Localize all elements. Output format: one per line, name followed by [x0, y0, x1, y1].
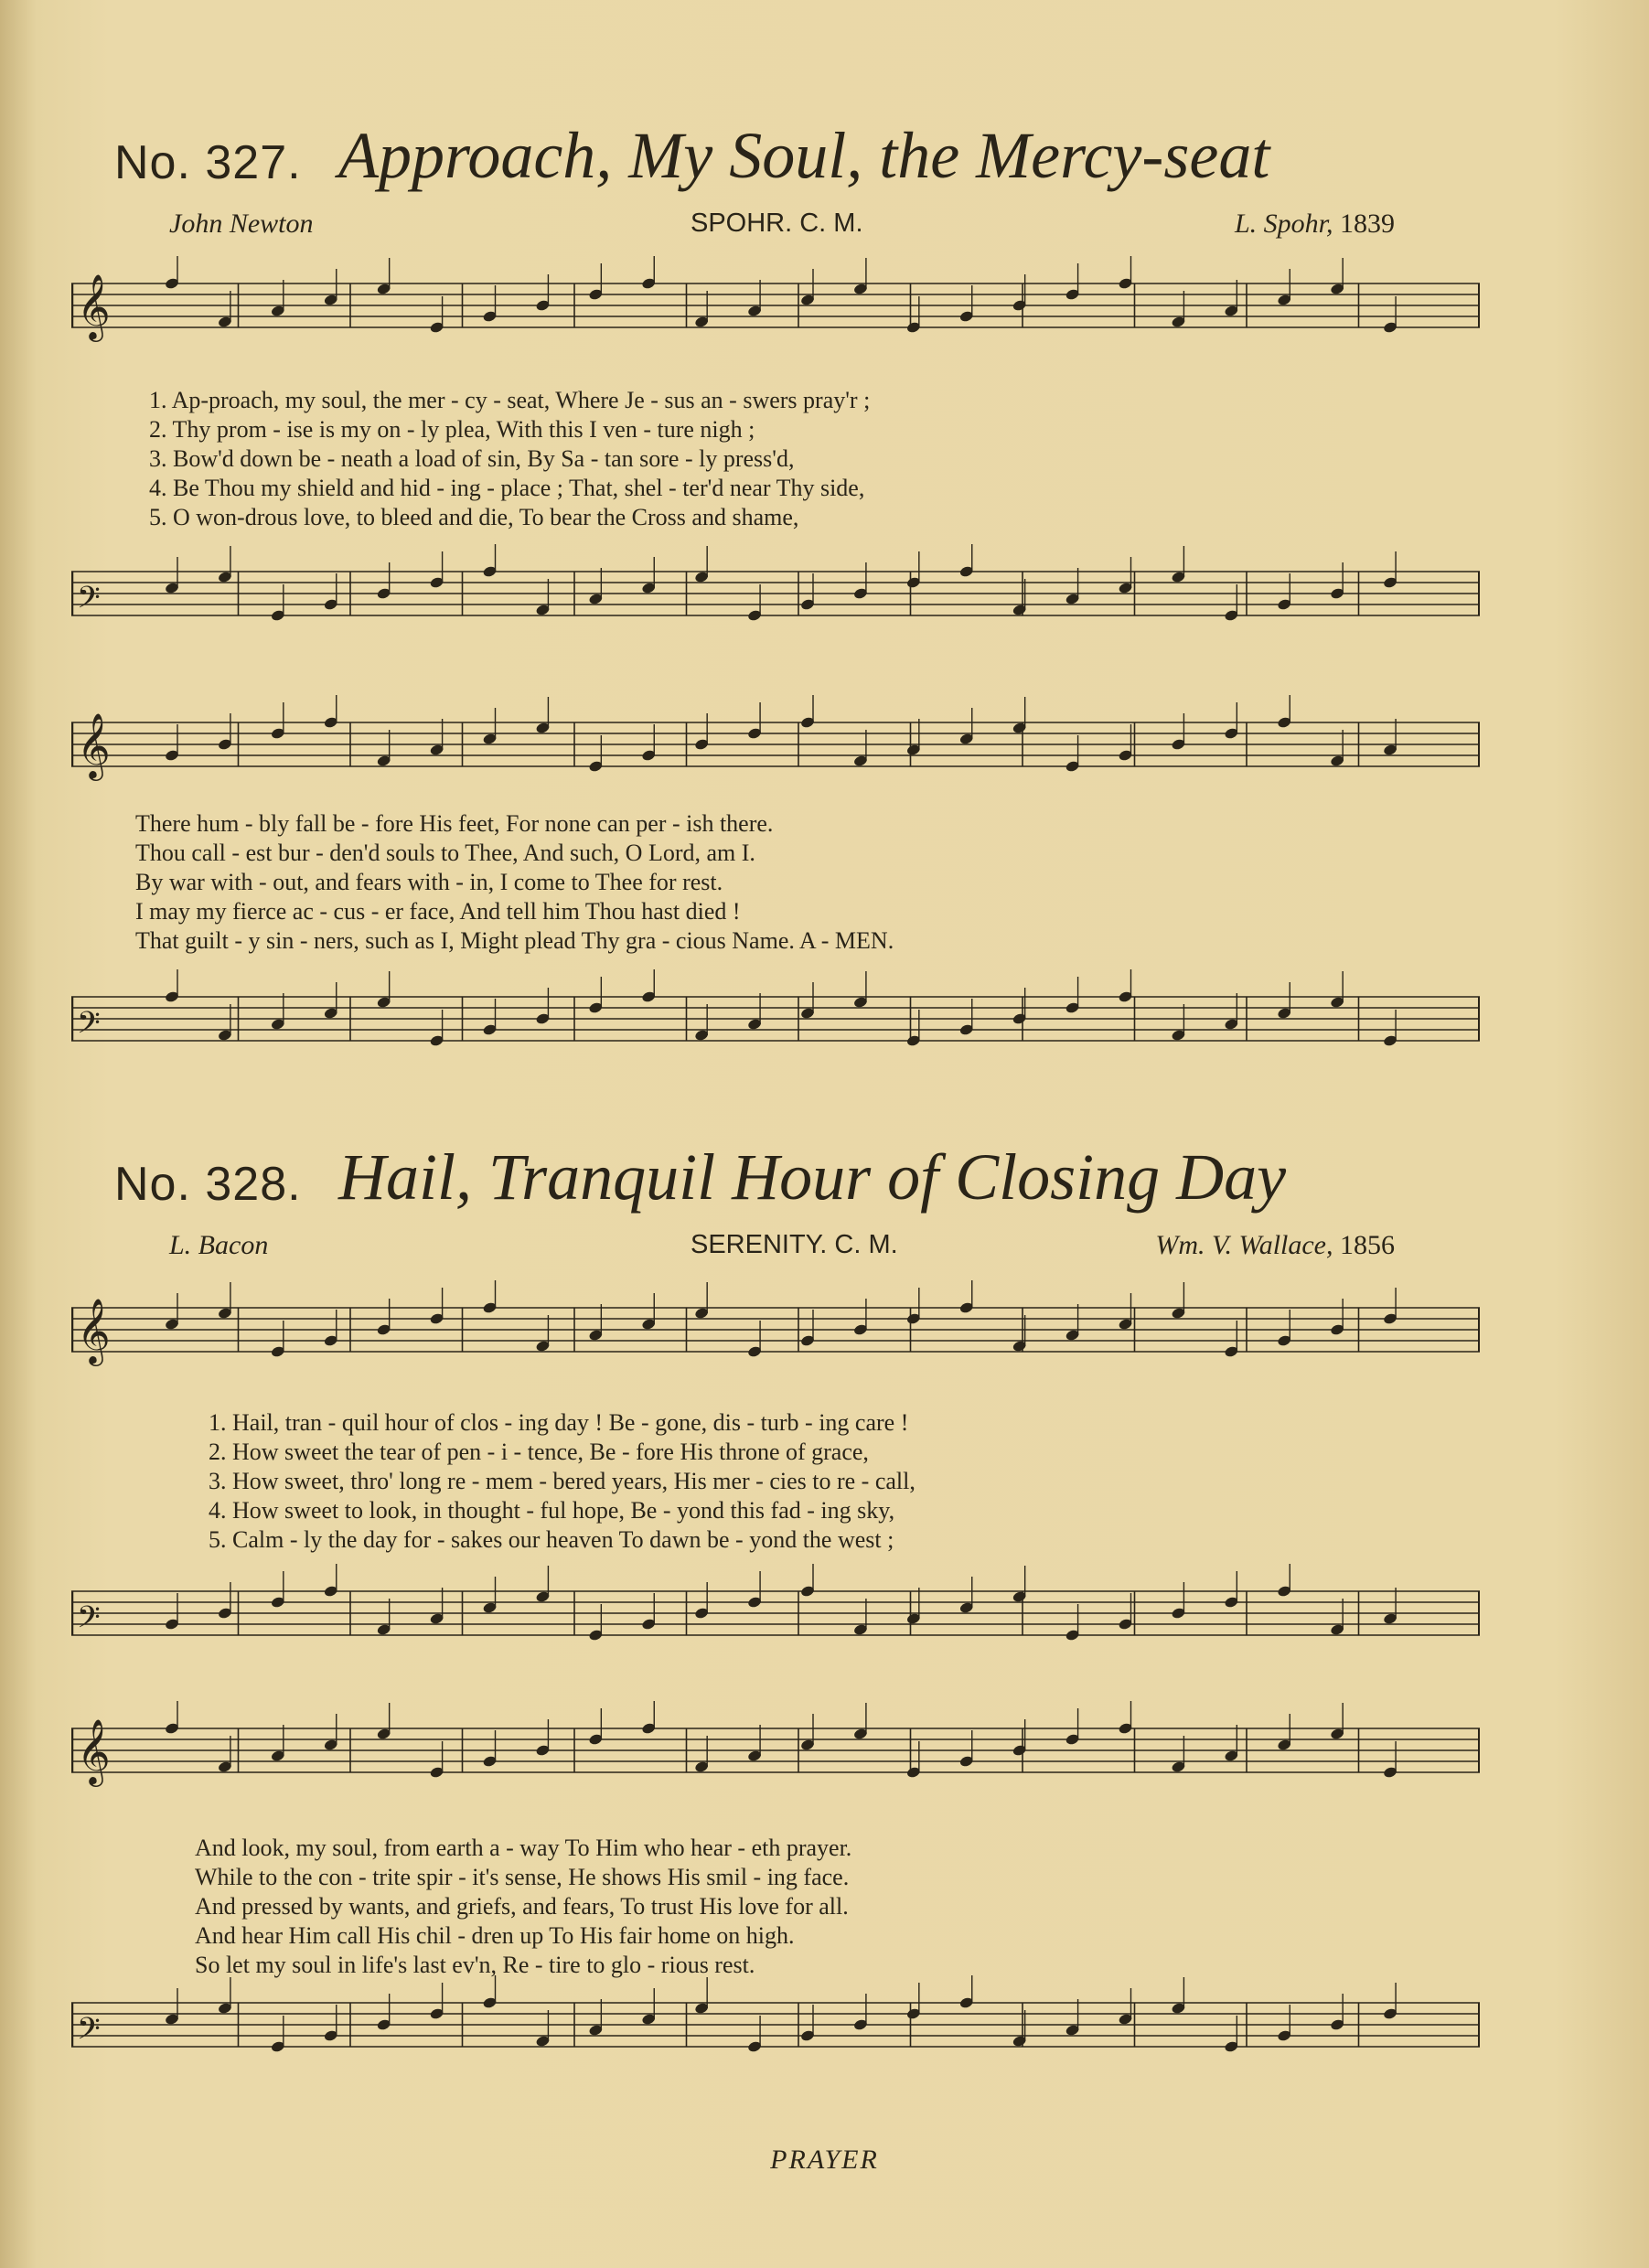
verse-line: And pressed by wants, and griefs, and fears, To trust His love for all.: [195, 1893, 849, 1920]
verses-b: [195, 1834, 851, 1980]
verse-line: 4. Be Thou my shield and hid - ing - place ; That, shel - ter'd near Thy side,: [149, 475, 865, 501]
bass-staff: [71, 544, 1484, 663]
bass-staff: [71, 1975, 1484, 2094]
verse-line: 1. Ap-proach, my soul, the mer - cy - seat, Where Je - sus an - swers pray'r ;: [149, 387, 871, 413]
treble-staff: [71, 1280, 1484, 1390]
treble-clef: 𝄞: [77, 711, 111, 778]
treble-staff: [71, 1701, 1484, 1811]
verse-line: 3. How sweet, thro' long re - mem - bered years, His mer - cies to re - call,: [209, 1468, 916, 1494]
verse-line: By war with - out, and fears with - in, I come to Thee for rest.: [135, 869, 723, 895]
verse-line: That guilt - y sin - ners, such as I, Might plead Thy gra - cious Name. A - MEN.: [135, 927, 894, 954]
composer-name: Wm. V. Wallace,: [1155, 1230, 1333, 1260]
verse-line: 2. Thy prom - ise is my on - ly plea, With this I ven - ture nigh ;: [149, 416, 755, 443]
hymn-327-credits: [169, 209, 1395, 245]
treble-staff: [71, 695, 1484, 805]
composer-year: 1839: [1340, 209, 1395, 239]
author: John Newton: [169, 209, 314, 239]
bass-clef: 𝄢: [77, 2012, 101, 2054]
composer-year: 1856: [1340, 1230, 1395, 1260]
bass-staff: [71, 969, 1484, 1088]
hymn-327-header: [114, 108, 1431, 190]
verse-line: 4. How sweet to look, in thought - ful hope, Be - yond this fad - ing sky,: [209, 1497, 895, 1524]
verse-line: 5. Calm - ly the day for - sakes our heaven To dawn be - yond the west ;: [209, 1526, 894, 1553]
tune-name: SPOHR. C. M.: [691, 209, 863, 238]
footer-section-label: PRAYER: [770, 2145, 879, 2175]
hymn-328-header: [114, 1129, 1431, 1212]
hymn-number: No. 328.: [114, 1158, 302, 1211]
verse-line: 2. How sweet the tear of pen - i - tence, Be - fore His throne of grace,: [209, 1439, 869, 1465]
tune-name: SERENITY. C. M.: [691, 1230, 898, 1259]
treble-clef: 𝄞: [77, 273, 111, 339]
verse-line: 5. O won-drous love, to bleed and die, To bear the Cross and shame,: [149, 504, 799, 530]
author: L. Bacon: [169, 1230, 269, 1260]
verses-a: [209, 1408, 916, 1555]
verses-b: [135, 809, 894, 956]
hymn-328-credits: [169, 1230, 1395, 1267]
composer: [1155, 1230, 1395, 1261]
verse-line: There hum - bly fall be - fore His feet, For none can per - ish there.: [135, 810, 774, 837]
verse-line: So let my soul in life's last ev'n, Re - tire to glo - rious rest.: [195, 1952, 755, 1978]
treble-clef: 𝄞: [77, 1297, 111, 1364]
bass-staff: [71, 1564, 1484, 1683]
verse-line: I may my fierce ac - cus - er face, And tell him Thou hast died !: [135, 898, 741, 925]
hymn-title: Hail, Tranquil Hour of Closing Day: [338, 1140, 1287, 1214]
hymn-title: Approach, My Soul, the Mercy-seat: [338, 119, 1270, 192]
bass-clef: 𝄢: [77, 581, 101, 623]
treble-clef: 𝄞: [77, 1717, 111, 1784]
bass-clef: 𝄢: [77, 1600, 101, 1642]
verse-line: 1. Hail, tran - quil hour of clos - ing day ! Be - gone, dis - turb - ing care !: [209, 1409, 909, 1436]
bass-clef: 𝄢: [77, 1006, 101, 1048]
composer-name: L. Spohr,: [1234, 209, 1333, 239]
composer: [1235, 209, 1395, 240]
verse-line: And look, my soul, from earth a - way To Him who hear - eth prayer.: [195, 1835, 852, 1861]
verse-line: While to the con - trite spir - it's sense, He shows His smil - ing face.: [195, 1864, 850, 1890]
verses-a: [149, 386, 870, 532]
verse-line: And hear Him call His chil - dren up To His fair home on high.: [195, 1922, 795, 1949]
hymn-number: No. 327.: [114, 136, 302, 189]
verse-line: Thou call - est bur - den'd souls to Thee, And such, O Lord, am I.: [135, 840, 755, 866]
treble-staff: [71, 256, 1484, 366]
verse-line: 3. Bow'd down be - neath a load of sin, By Sa - tan sore - ly press'd,: [149, 445, 795, 472]
